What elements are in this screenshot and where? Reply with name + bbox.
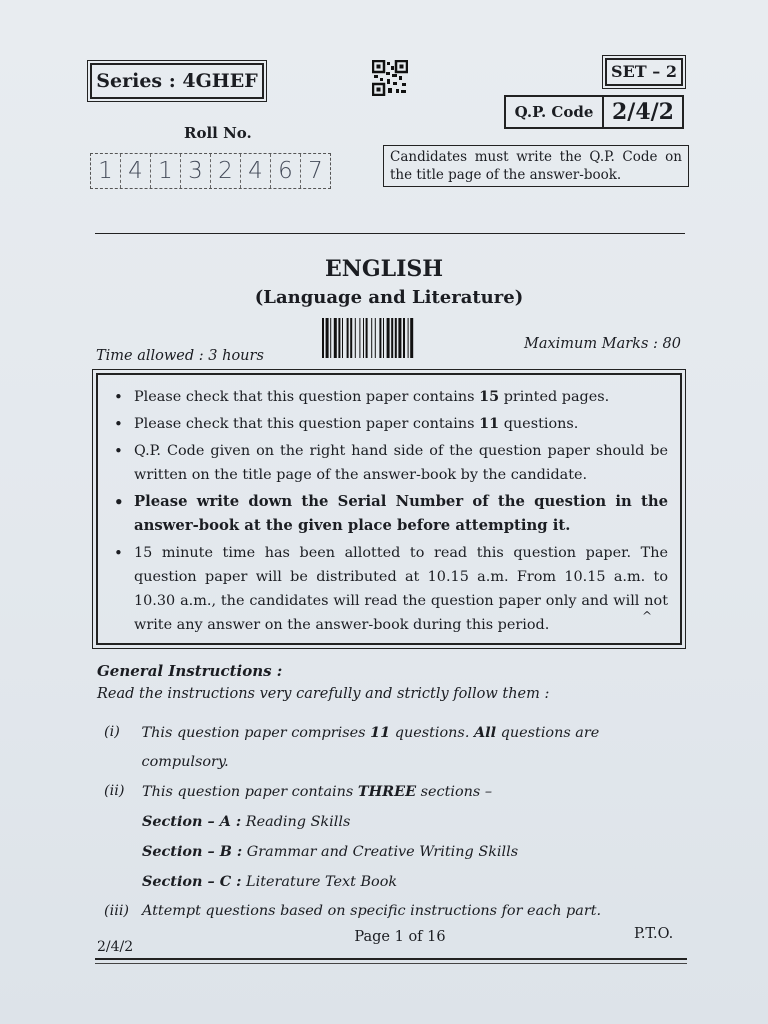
item-number: (iii) [104, 903, 130, 919]
footer-divider-thin [95, 963, 687, 964]
sections-list [104, 807, 684, 897]
bullet-icon: • [114, 388, 123, 406]
candidate-note-box: Candidates must write the Q.P. Code on the title page of the answer-book. [383, 145, 689, 187]
bullet-icon: • [114, 442, 123, 460]
roll-number-boxes [90, 153, 331, 189]
roll-digit-cell: 2 [211, 154, 241, 188]
pto-label: P.T.O. [634, 926, 674, 942]
instruction-item: • 15 minute time has been allotted to read this question paper. The question paper will be distributed at 10.15 a.m. From 10.15 a.m. to 10.30 a.m., the candidates will read the question paper only and will not write any answer on the answer-book during this period. [112, 541, 668, 637]
footer-divider [95, 958, 687, 960]
instruction-item: • Please check that this question paper contains 15 printed pages. [112, 385, 668, 409]
qr-code-icon [372, 60, 408, 96]
header-divider [95, 233, 685, 234]
roll-digit-cell: 7 [308, 158, 323, 184]
instruction-item: • Please check that this question paper contains 11 questions. [112, 412, 668, 436]
item-number: (i) [104, 724, 120, 740]
item-text: Attempt questions based on specific instructions for each part. [142, 903, 602, 919]
roll-digit-cell: 4 [241, 154, 271, 188]
instructions-list [112, 385, 668, 637]
set-number-box: SET – 2 [605, 58, 683, 86]
general-instructions-intro: Read the instructions very carefully and strictly follow them : [97, 686, 550, 702]
page-number: Page 1 of 16 [354, 929, 446, 945]
roll-digit-cell: 4 [121, 154, 151, 188]
barcode-icon [322, 318, 454, 358]
general-item-i [104, 718, 684, 777]
instruction-item: • Please write down the Serial Number of the question in the answer-book at the given place before attempting it. [112, 490, 668, 538]
roll-digit-cell: 1 [91, 154, 121, 188]
roll-digit-cell: 1 [151, 154, 181, 188]
roll-number-label: Roll No. [184, 124, 252, 142]
item-text: This question paper contains THREE sections – [142, 783, 493, 800]
qp-code-box [504, 95, 684, 129]
caret-mark: ^ [641, 609, 652, 623]
instructions-box [96, 373, 682, 645]
roll-digit-cell: 3 [181, 154, 211, 188]
general-item-ii [104, 777, 684, 807]
instruction-item: • Q.P. Code given on the right hand side of the question paper should be written on the title page of the answer-book by the candidate. [112, 439, 668, 487]
general-instructions-heading: General Instructions : [97, 662, 283, 680]
item-text: This question paper comprises 11 questions. All questions are compulsory. [141, 724, 600, 770]
qp-code-label: Q.P. Code [506, 97, 604, 127]
maximum-marks: Maximum Marks : 80 [524, 336, 681, 352]
bullet-icon: • [114, 415, 123, 433]
qp-code-value: 2/4/2 [612, 99, 674, 125]
subject-title: ENGLISH [324, 256, 444, 282]
bullet-icon: • [114, 493, 124, 511]
roll-digit-cell: 6 [271, 154, 301, 188]
series-box: Series : 4GHEF [90, 63, 264, 99]
footer-code: 2/4/2 [97, 939, 134, 955]
bullet-icon: • [114, 544, 123, 562]
item-number: (ii) [104, 783, 125, 799]
time-allowed: Time allowed : 3 hours [96, 348, 264, 364]
section-line: Section – A : Reading Skills [142, 813, 351, 830]
section-line: Section – C : Literature Text Book [142, 873, 398, 890]
section-line: Section – B : Grammar and Creative Writing Skills [142, 843, 519, 860]
general-item-iii [104, 897, 684, 926]
subject-subtitle: (Language and Literature) [254, 287, 524, 308]
general-instructions-list [104, 718, 684, 926]
